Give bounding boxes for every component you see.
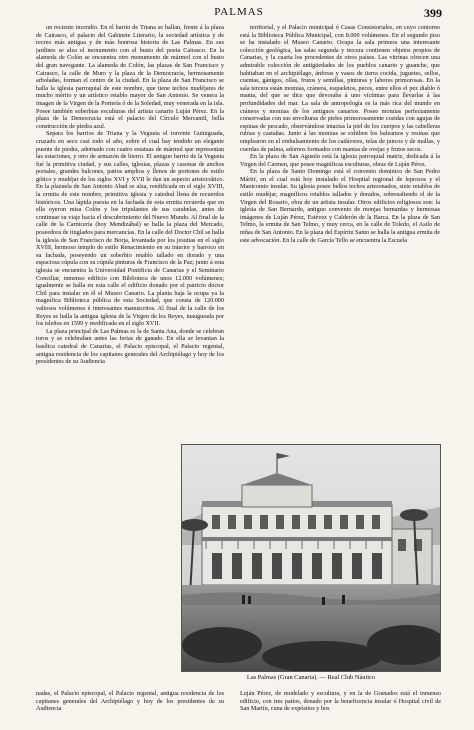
bottom-right-paragraph: Luján Pérez, de modelado y escultura, y en la de Granados está el inmenso edificio, con tres patios, donado por la beneficencia insular ó Hospital civil de San Martín, cuna de expósitos y hos <box>240 690 441 713</box>
right-column <box>240 24 440 442</box>
page-header <box>36 6 442 22</box>
paragraph: La plaza principal de Las Palmas es la de Santa Ana, donde se celebran toros y se celebraban antes las ferias de ganado. En ella se levantan la basílica catedral de Canarias, el Palacio episcopal, el Palacio regental, antigua residencia de los capitanes generales del Archipiélago y hoy de los presidentes de su Audiencia <box>36 327 224 366</box>
photo-figure <box>181 444 441 682</box>
paragraph: un reciente incendio. En el barrio de Triana se hallan, frente á la plaza de Cairasco, el palacio del Gabinete Literario, la sociedad artística y de recreo más antigua y de más honrosa historia de Las Palmas. En sus jardines se alza el monumento con el busto del poeta Cairasco. En la alameda de Colón se encuentra otro monumento de mármol con el busto del gran navegante. La alameda de Colón, las plazas de San Francisco y Cairasco, la calle de Muro y la plaza de la Democracia, hermosamente arboladas, forman el centro de la ciudad. En la plaza de San Francisco se halla la iglesia parroquial de este nombre, que tiene techos mudéjares de mucho mérito y un artístico retablo mayor de San Antonio. Se venera la imagen de la Virgen de la Portería ó de la Soledad, muy venerada en la isla. Posee también soberbias esculturas del artista canario Luján Pérez. En la plaza de la Democracia está el palacio del Círculo Mercantil, bella construcción de piedra azul. <box>36 24 224 130</box>
photo-illustration <box>182 445 440 671</box>
club-nautico-photo <box>181 444 441 672</box>
paragraph: En la plaza de Santo Domingo está el convento dominico de San Pedro Mártir, en el cual está hoy instalado el Hospital regional de leprosos y el Manicomio insular. Su iglesia posee bellos techos artesonados, siete retablos de estilo mudéjar, magníficos retablos tallados y dorados, sobresaliendo el de la Virgen del Rosario, obra de un artista insular. Otros edificios religiosos son: la iglesia de San Bernardo, antiguo convento de monjas bernardas y hermosas imágenes de Luján Pérez, Estévez y Calderón de la Barca. En la plaza de San Telmo, la ermita de San Telmo, y muy cerca, en la calle de Toledo, el Asilo de niñas de San Antonio. En la plaza del Espíritu Santo se halla la antigua ermita de este advocación. En la calle de García Tello se encuentra la Escuela <box>240 168 440 244</box>
photo-caption: Las Palmas (Gran Canaria). — Real Club Náutico <box>246 674 376 681</box>
paragraph: Separa los barrios de Triana y la Vegueta el torrente Guiniguada, cruzado en seco casi todo el año, sobre el cual hay tendido un elegante puente de piedra, adornado con cuatro estatuas de mármol que representan las estaciones, y otro de armazón de hierro. El antiguo barrio de la Vegueta fué la primitiva ciudad, y sus calles, iglesias, plazas y casonas de anchos portales, grandes balcones, patios amplios y llenos de portones de estilo gótico y mudéjar de los siglos XVI y XVII le dan un aspecto aristocrático. En la plazuela de San Antonio Abad se alza, reedificada en el siglo XVIII, la ermita de este nombre, primitiva iglesia y catedral llena de recuerdos históricos. Una lápida puesta en la fachada de esta ermita recuerda que en ella oyeron misa Colón y los tripulantes de sus carabelas, antes de continuar su viaje hacia el descubrimiento del Nuevo Mundo. Al final de la calle de la Carnicería (hoy Mendizábal) se halla la plaza del Mercado, poseedora de tinglados para mercancías. En la calle del Doctor Chil se halla la iglesia de San Francisco de Borja, levantada por los jesuitas en el siglo XVIII, hermoso templo de estilo Renacimiento en su interior y barroco en su fachada, poseyendo un soberbio retablo tallado en dorado y una espaciosa cúpula con su cúpula pinturas de Francisco de la Paz; junto á esta iglesia se encuentra la Universidad Pontificia de Canarias y el Seminario Conciliar, inmenso edificio con Biblioteca de unos 12.000 volúmenes; igualmente se halla en esta calle el edificio donado por el patricio doctor Chil para instalar en él el Museo Canario. La planta baja la ocupa ya la magnífica Biblioteca pública de esta Sociedad, que consta de 120.000 valiosos volúmenes é interesantes manuscritos. Al final de la calle de los Reyes se halla la antigua iglesia de la Virgen de los Reyes, inaugurada por los isleños en 1599 y reedificada en el siglo XVII. <box>36 130 224 328</box>
running-title: PALMAS <box>214 6 264 18</box>
page-number: 399 <box>424 6 442 20</box>
bottom-left-paragraph: nadas, el Palacio episcopal, el Palacio regental, antigua residencia de los capitanes generales del Archipiélago y hoy de los presidentes de su Audiencia <box>36 690 224 713</box>
paragraph: En la plaza de San Agustín está la iglesia parroquial matriz, dedicada á la Virgen del Carmen, que posee magníficas esculturas, obras de Luján Pérez. <box>240 153 440 168</box>
paragraph: territorial, y el Palacio municipal ó Casas Consistoriales, en cuyo contorno está la Biblioteca Pública Municipal, con 8.000 volúmenes. En el segundo piso se ha instalado el Museo Canario. Ocupa la sala primera una interesante colección geológica, las salas segunda y tercera contienen objetos propios de Canarias, y la cuarta los procedentes de otros países. Las vitrinas ofrecen una admirable colección de antigüedades de los pueblos canario y guanche, que habitaban en el archipiélago, ánforas y vasos de tierra cocida, juguetes, sellos, cuentas, gánigos, ollas, frutos y semillas, pinturas y labores primorosas. En la sala tercera están momias, cráneos, esqueletos, peces, entre ellos el pez diablo ó manta, del que se dice que devoraba á uno víctimas para llevarlas á las profundidades del mar. La sala de antropología es la más rica del mundo en cráneos y momias de los antiguos canarios. Posee momias perfectamente conservadas con sus envolturas de pieles primorosamente cosidas con agujas de espinas de pescado, observándose intactas la piel de los cuerpos y las cabelleras rubias y castañas. Junto á las momias se exhiben los baleamos y resinas que emplearon en el embalsamiento de los cadáveres, telas de juncos y de mallas, y cuerdas de palma, adornos formados con mantas de ovejas y frutos secos. <box>240 24 440 153</box>
bottom-text <box>36 690 441 724</box>
